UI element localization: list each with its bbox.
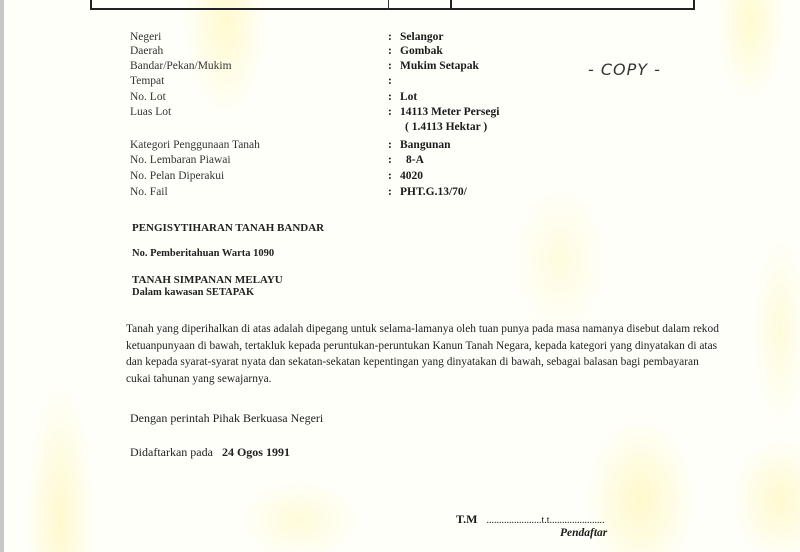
field-value: Gombak [400,45,443,57]
field-colon: : [388,31,392,43]
authority-line: Dengan perintah Pihak Berkuasa Negeri [130,411,324,425]
top-table-right-cell [388,0,695,10]
field-bandar-pekan-mukim [130,59,690,73]
field-value: 8-A [406,154,424,166]
reserve-area: Dalam kawasan SETAPAK [132,287,255,298]
field-colon: : [388,75,392,87]
title-body-paragraph: Tanah yang diperihalkan di atas adalah dipegang untuk selama-lamanya oleh tuan punya pada masa namanya disebut dalam rekod ketuanpunyaan di bawah, tertakluk kepada peruntukan-peruntukan Kanun Tanah Negara, kepada kategori yang dinyatakan di atas dan kepada syarat-syarat nyata dan sekatan-sekatan kepentingan yang dinyatakan di bawah, sebagai balasan bagi pembayaran cukai tahunan yang sewajarnya. [126,323,719,385]
field-value: Bangunan [400,139,451,151]
field-label: No. Pelan Diperakui [130,170,225,182]
gazette-notice: No. Pemberitahuan Warta 1090 [132,248,275,259]
field-value: 4020 [400,170,423,182]
declaration-heading: PENGISYTIHARAN TANAH BANDAR [132,222,325,234]
field-colon: : [388,91,392,103]
field-colon: : [388,170,392,182]
field-label: Luas Lot [130,106,172,118]
field-label: No. Lembaran Piawai [130,154,231,166]
field-luas-lot [130,105,690,119]
field-label: Tempat [130,75,165,87]
field-colon: : [388,60,392,72]
field-label: No. Fail [130,186,168,198]
field-label: No. Lot [130,91,166,103]
field-label: Daerah [130,45,164,57]
registrar-title: Pendaftar [560,527,608,539]
field-label: Kategori Penggunaan Tanah [130,139,260,151]
field-no-fail [130,185,690,199]
signature-prefix: T.M [456,512,478,526]
copy-stamp: - COPY - [588,60,661,79]
field-value: Selangor [400,31,444,43]
page-left-border [0,0,4,552]
field-colon: : [388,154,392,166]
field-colon: : [388,45,392,57]
field-value: 14113 Meter Persegi [400,106,500,118]
field-pelan-diperakui [130,169,690,183]
field-lembaran-piawai [130,153,690,167]
field-daerah [130,44,690,58]
field-colon: : [388,106,392,118]
signature-line [456,512,605,527]
registered-label: Didaftarkan pada [130,445,213,459]
field-no-lot [130,90,690,104]
field-colon: : [388,139,392,151]
reserve-heading: TANAH SIMPANAN MELAYU [132,274,283,286]
registered-line [130,445,290,460]
field-tempat [130,74,690,88]
field-label: Negeri [130,31,162,43]
field-value: ( 1.4113 Hektar ) [405,121,488,133]
field-value: Lot [400,91,418,103]
field-label: Bandar/Pekan/Mukim [130,60,232,72]
signature-dots: ......................t.t...................... [486,515,605,526]
registered-date: 24 Ogos 1991 [221,445,290,459]
field-luas-hektar [130,120,690,134]
field-value: PHT.G.13/70/ [400,186,467,198]
field-negeri [130,30,690,44]
field-kategori [130,138,690,152]
field-colon: : [388,186,392,198]
field-value: Mukim Setapak [400,60,479,72]
